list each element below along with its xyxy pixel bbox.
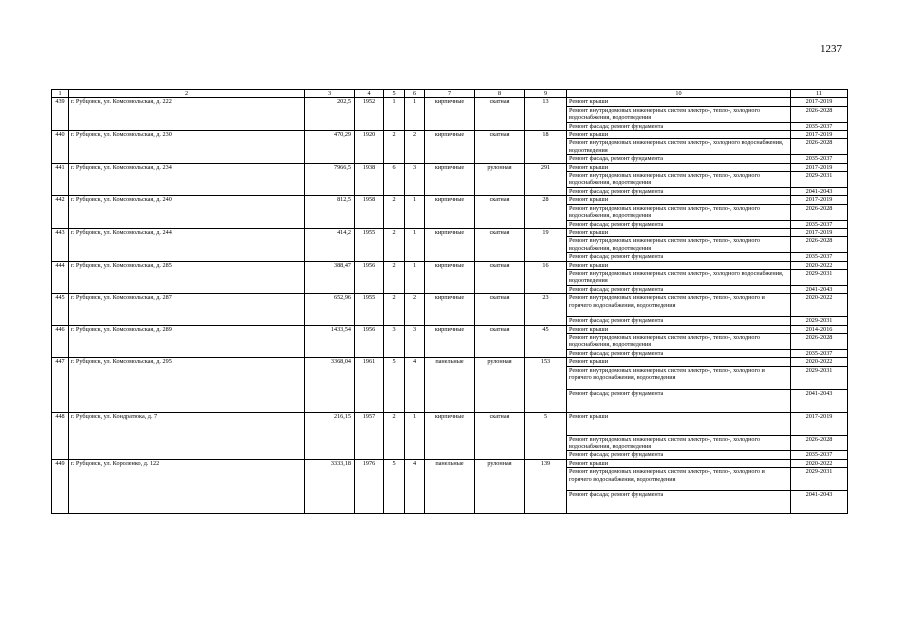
entrances-count: 1	[405, 196, 425, 229]
work-period: 2041-2043	[791, 285, 848, 293]
repair-register-table	[51, 89, 848, 514]
column-number: 7	[425, 90, 475, 98]
table-row	[52, 294, 848, 317]
floors-count: 3	[384, 325, 405, 358]
work-period: 2017-2019	[791, 131, 848, 139]
work-period: 2026-2028	[791, 435, 848, 451]
building-area: 414,2	[305, 228, 355, 261]
work-period: 2035-2037	[791, 349, 848, 357]
column-number-row	[52, 90, 848, 98]
work-period: 2017-2019	[791, 228, 848, 236]
floors-count: 5	[384, 459, 405, 513]
floors-count: 6	[384, 163, 405, 196]
construction-year: 1956	[355, 261, 384, 294]
work-description: Ремонт крыши	[567, 131, 791, 139]
floors-count: 2	[384, 196, 405, 229]
building-area: 3368,04	[305, 358, 355, 412]
roof-type: скатная	[475, 294, 525, 325]
work-description: Ремонт внутридомовых инженерных систем электро-, холодного водоснабжения, водоотведения	[567, 139, 791, 155]
entrances-count: 1	[405, 228, 425, 261]
work-description: Ремонт внутридомовых инженерных систем электро-, тепло-, холодного водоснабжения, водоотведения	[567, 204, 791, 220]
table-row	[52, 459, 848, 467]
wall-material: кирпичные	[425, 261, 475, 294]
work-description: Ремонт крыши	[567, 196, 791, 204]
work-period: 2026-2028	[791, 333, 848, 349]
roof-type: скатная	[475, 196, 525, 229]
work-description: Ремонт фасада; ремонт фундамента	[567, 389, 791, 412]
row-number: 441	[52, 163, 69, 196]
residents-count: 153	[525, 358, 567, 412]
column-number: 11	[791, 90, 848, 98]
work-description: Ремонт крыши	[567, 98, 791, 106]
residents-count: 16	[525, 261, 567, 294]
work-description: Ремонт внутридомовых инженерных систем электро-, тепло-, холодного водоснабжения, водоотведения	[567, 333, 791, 349]
column-number: 2	[69, 90, 305, 98]
roof-type: скатная	[475, 261, 525, 294]
table-row	[52, 412, 848, 435]
work-description: Ремонт внутридомовых инженерных систем электро-, тепло-, холодного и горячего водоснабжения, водоотведения	[567, 366, 791, 389]
work-period: 2017-2019	[791, 196, 848, 204]
work-description: Ремонт фасада; ремонт фундамента	[567, 220, 791, 228]
work-period: 2035-2037	[791, 220, 848, 228]
work-description: Ремонт фасада; ремонт фундамента	[567, 317, 791, 325]
building-address: г. Рубцовск, ул. Комсомольская, д. 285	[69, 261, 305, 294]
work-period: 2029-2031	[791, 366, 848, 389]
work-period: 2026-2028	[791, 237, 848, 253]
table-row	[52, 325, 848, 333]
wall-material: панельные	[425, 358, 475, 412]
entrances-count: 1	[405, 261, 425, 294]
work-period: 2041-2043	[791, 187, 848, 195]
column-number: 5	[384, 90, 405, 98]
building-area: 3333,18	[305, 459, 355, 513]
work-description: Ремонт внутридомовых инженерных систем электро-, тепло-, холодного водоснабжения, водоотведения	[567, 237, 791, 253]
row-number: 440	[52, 131, 69, 164]
work-description: Ремонт крыши	[567, 325, 791, 333]
work-description: Ремонт внутридомовых инженерных систем электро-, холодного водоснабжения, водоотведения	[567, 269, 791, 285]
wall-material: кирпичные	[425, 228, 475, 261]
building-address: г. Рубцовск, ул. Комсомольская, д. 295	[69, 358, 305, 412]
work-description: Ремонт внутридомовых инженерных систем электро-, тепло-, холодного и горячего водоснабжения, водоотведения	[567, 294, 791, 317]
construction-year: 1958	[355, 196, 384, 229]
column-number: 8	[475, 90, 525, 98]
building-address: г. Рубцовск, ул. Комсомольская, д. 287	[69, 294, 305, 325]
row-number: 446	[52, 325, 69, 358]
residents-count: 45	[525, 325, 567, 358]
column-number: 4	[355, 90, 384, 98]
row-number: 449	[52, 459, 69, 513]
roof-type: скатная	[475, 131, 525, 164]
building-address: г. Рубцовск, ул. Комсомольская, д. 234	[69, 163, 305, 196]
row-number: 445	[52, 294, 69, 325]
residents-count: 19	[525, 228, 567, 261]
roof-type: скатная	[475, 228, 525, 261]
construction-year: 1938	[355, 163, 384, 196]
table-row	[52, 196, 848, 204]
floors-count: 5	[384, 358, 405, 412]
work-period: 2029-2031	[791, 317, 848, 325]
work-period: 2029-2031	[791, 269, 848, 285]
floors-count: 2	[384, 261, 405, 294]
work-description: Ремонт крыши	[567, 228, 791, 236]
floors-count: 2	[384, 294, 405, 325]
work-period: 2035-2037	[791, 451, 848, 459]
table-row	[52, 98, 848, 106]
building-address: г. Рубцовск, ул. Комсомольская, д. 222	[69, 98, 305, 131]
work-period: 2029-2031	[791, 172, 848, 188]
work-description: Ремонт фасада; ремонт фундамента	[567, 349, 791, 357]
entrances-count: 3	[405, 163, 425, 196]
building-address: г. Рубцовск, ул. Короленко, д. 122	[69, 459, 305, 513]
construction-year: 1957	[355, 412, 384, 459]
floors-count: 2	[384, 412, 405, 459]
floors-count: 2	[384, 131, 405, 164]
column-number: 10	[567, 90, 791, 98]
page-number: 1237	[820, 43, 842, 55]
floors-count: 1	[384, 98, 405, 131]
entrances-count: 1	[405, 412, 425, 459]
work-description: Ремонт крыши	[567, 459, 791, 467]
construction-year: 1955	[355, 294, 384, 325]
residents-count: 13	[525, 98, 567, 131]
work-description: Ремонт фасада; ремонт фундамента	[567, 491, 791, 514]
work-description: Ремонт крыши	[567, 412, 791, 435]
wall-material: кирпичные	[425, 131, 475, 164]
work-period: 2035-2037	[791, 122, 848, 130]
work-description: Ремонт крыши	[567, 163, 791, 171]
entrances-count: 2	[405, 131, 425, 164]
work-description: Ремонт фасада; ремонт фундамента	[567, 451, 791, 459]
building-address: г. Рубцовск, ул. Комсомольская, д. 244	[69, 228, 305, 261]
row-number: 444	[52, 261, 69, 294]
work-period: 2020-2022	[791, 261, 848, 269]
row-number: 448	[52, 412, 69, 459]
column-number: 1	[52, 90, 69, 98]
table-row	[52, 131, 848, 139]
roof-type: рулонная	[475, 358, 525, 412]
wall-material: кирпичные	[425, 412, 475, 459]
wall-material: кирпичные	[425, 98, 475, 131]
building-address: г. Рубцовск, ул. Комсомольская, д. 230	[69, 131, 305, 164]
work-description: Ремонт фасада; ремонт фундамента	[567, 285, 791, 293]
residents-count: 139	[525, 459, 567, 513]
construction-year: 1920	[355, 131, 384, 164]
work-period: 2026-2028	[791, 139, 848, 155]
residents-count: 28	[525, 196, 567, 229]
construction-year: 1976	[355, 459, 384, 513]
work-period: 2041-2043	[791, 389, 848, 412]
residents-count: 291	[525, 163, 567, 196]
entrances-count: 3	[405, 325, 425, 358]
entrances-count: 1	[405, 98, 425, 131]
column-number: 9	[525, 90, 567, 98]
entrances-count: 4	[405, 459, 425, 513]
wall-material: панельные	[425, 459, 475, 513]
construction-year: 1956	[355, 325, 384, 358]
building-address: г. Рубцовск, ул. Комсомольская, д. 289	[69, 325, 305, 358]
work-period: 2035-2037	[791, 155, 848, 163]
row-number: 443	[52, 228, 69, 261]
construction-year: 1952	[355, 98, 384, 131]
work-description: Ремонт крыши	[567, 358, 791, 366]
work-description: Ремонт внутридомовых инженерных систем электро-, тепло-, холодного и горячего водоснабжения, водоотведения	[567, 468, 791, 491]
roof-type: рулонная	[475, 163, 525, 196]
work-period: 2017-2019	[791, 163, 848, 171]
wall-material: кирпичные	[425, 294, 475, 325]
residents-count: 23	[525, 294, 567, 325]
work-description: Ремонт крыши	[567, 261, 791, 269]
column-number: 3	[305, 90, 355, 98]
wall-material: кирпичные	[425, 163, 475, 196]
row-number: 442	[52, 196, 69, 229]
work-period: 2026-2028	[791, 204, 848, 220]
building-area: 216,15	[305, 412, 355, 459]
column-number: 6	[405, 90, 425, 98]
roof-type: рулонная	[475, 459, 525, 513]
row-number: 439	[52, 98, 69, 131]
work-period: 2041-2043	[791, 491, 848, 514]
residents-count: 18	[525, 131, 567, 164]
work-period: 2029-2031	[791, 468, 848, 491]
table-row	[52, 261, 848, 269]
work-period: 2014-2016	[791, 325, 848, 333]
work-period: 2017-2019	[791, 412, 848, 435]
building-address: г. Рубцовск, ул. Кондратюка, д. 7	[69, 412, 305, 459]
entrances-count: 2	[405, 294, 425, 325]
work-period: 2017-2019	[791, 98, 848, 106]
work-period: 2035-2037	[791, 253, 848, 261]
row-number: 447	[52, 358, 69, 412]
building-area: 1433,54	[305, 325, 355, 358]
roof-type: скатная	[475, 412, 525, 459]
table-row	[52, 228, 848, 236]
work-description: Ремонт фасада; ремонт фундамента	[567, 253, 791, 261]
construction-year: 1961	[355, 358, 384, 412]
entrances-count: 4	[405, 358, 425, 412]
wall-material: кирпичные	[425, 325, 475, 358]
wall-material: кирпичные	[425, 196, 475, 229]
residents-count: 5	[525, 412, 567, 459]
work-description: Ремонт внутридомовых инженерных систем электро-, тепло-, холодного водоснабжения, водоотведения	[567, 435, 791, 451]
construction-year: 1955	[355, 228, 384, 261]
building-area: 652,96	[305, 294, 355, 325]
work-description: Ремонт фасада, ремонт фундамента	[567, 155, 791, 163]
work-period: 2026-2028	[791, 106, 848, 122]
floors-count: 2	[384, 228, 405, 261]
roof-type: скатная	[475, 325, 525, 358]
table-row	[52, 358, 848, 366]
work-description: Ремонт фасада; ремонт фундамента	[567, 122, 791, 130]
building-area: 470,29	[305, 131, 355, 164]
work-description: Ремонт фасада; ремонт фундамента	[567, 187, 791, 195]
work-description: Ремонт внутридомовых инженерных систем электро-, тепло-, холодного водоснабжения, водоотведения	[567, 106, 791, 122]
building-address: г. Рубцовск, ул. Комсомольская, д. 240	[69, 196, 305, 229]
building-area: 202,5	[305, 98, 355, 131]
work-description: Ремонт внутридомовых инженерных систем электро-, тепло-, холодного водоснабжения, водоотведения	[567, 172, 791, 188]
work-period: 2020-2022	[791, 294, 848, 317]
work-period: 2020-2022	[791, 358, 848, 366]
building-area: 812,5	[305, 196, 355, 229]
work-period: 2020-2022	[791, 459, 848, 467]
table-row	[52, 163, 848, 171]
building-area: 7966,5	[305, 163, 355, 196]
table-body	[52, 90, 848, 514]
roof-type: скатная	[475, 98, 525, 131]
building-area: 388,47	[305, 261, 355, 294]
